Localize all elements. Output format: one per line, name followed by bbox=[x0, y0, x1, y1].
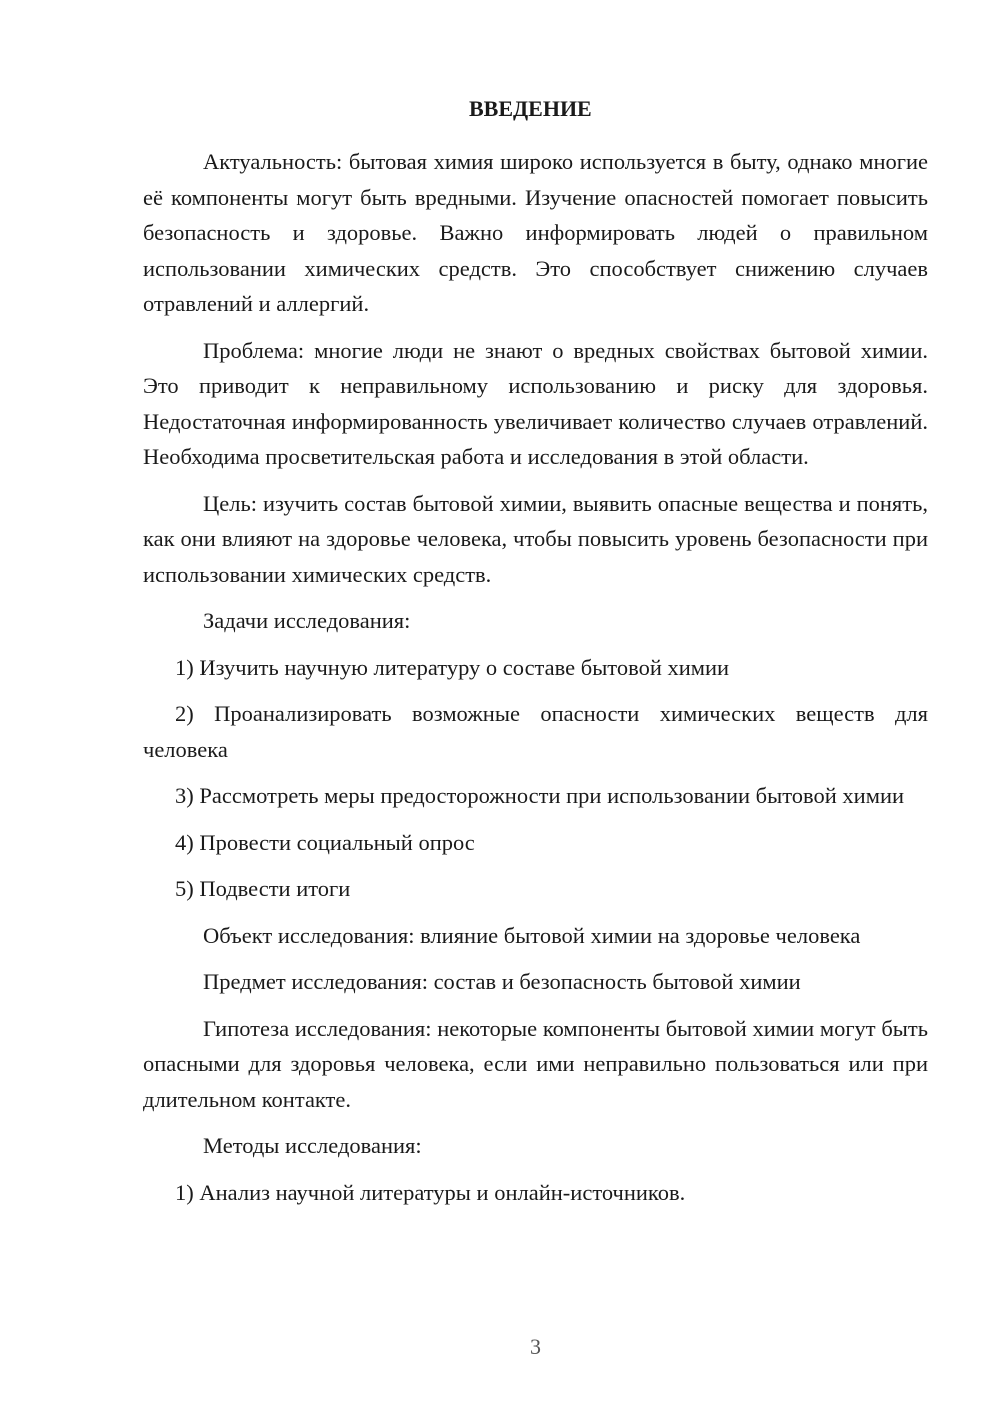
page-number bbox=[0, 1334, 1000, 1360]
list-item-task-5: 5) Подвести итоги bbox=[175, 876, 351, 901]
paragraph-problem: Проблема: многие люди не знают о вредных свойствах бытовой химии. Это приводит к неправильному использованию и риску для здоровья. Недостаточная информированность увеличивает количество случаев отравлений. Необходима просветительская работа и исследования в этой области. bbox=[143, 337, 928, 469]
list-item-task-1: 1) Изучить научную литературу о составе бытовой химии bbox=[175, 654, 730, 680]
list-item-method-1: 1) Анализ научной литературы и онлайн-источников. bbox=[175, 1179, 686, 1205]
methods-title: Методы исследования: bbox=[203, 1133, 422, 1158]
list-item-task-3: 3) Рассмотреть меры предосторожности при использовании бытовой химии bbox=[175, 783, 905, 808]
paragraph-goal: Цель: изучить состав бытовой химии, выявить опасные вещества и понять, как они влияют на здоровье человека, чтобы повысить уровень безопасности при использовании химических средств. bbox=[143, 490, 928, 587]
list-item-task-4: 4) Провести социальный опрос bbox=[175, 829, 475, 855]
paragraph-relevance: Актуальность: бытовая химия широко используется в быту, однако многие её компоненты могут быть вредными. Изучение опасностей помогает повысить безопасность и здоровье. Важно информировать людей о правильном использовании химических средств. Это способствует снижению случаев отравлений и аллергий. bbox=[143, 149, 928, 316]
paragraph-hypothesis: Гипотеза исследования: некоторые компоненты бытовой химии могут быть опасными для здоровья человека, если ими неправильно пользоваться или при длительном контакте. bbox=[143, 1015, 928, 1112]
tasks-title: Задачи исследования: bbox=[203, 608, 411, 633]
paragraph-object: Объект исследования: влияние бытовой химии на здоровье человека bbox=[203, 922, 861, 948]
document-body bbox=[143, 144, 928, 1221]
page-number-text: 3 bbox=[530, 1334, 541, 1359]
paragraph-subject: Предмет исследования: состав и безопасность бытовой химии bbox=[203, 969, 801, 994]
page-title-text: ВВЕДЕНИЕ bbox=[469, 96, 592, 121]
list-item-task-2: 2) Проанализировать возможные опасности химических веществ для человека bbox=[143, 701, 928, 762]
page-title bbox=[72, 96, 1000, 122]
